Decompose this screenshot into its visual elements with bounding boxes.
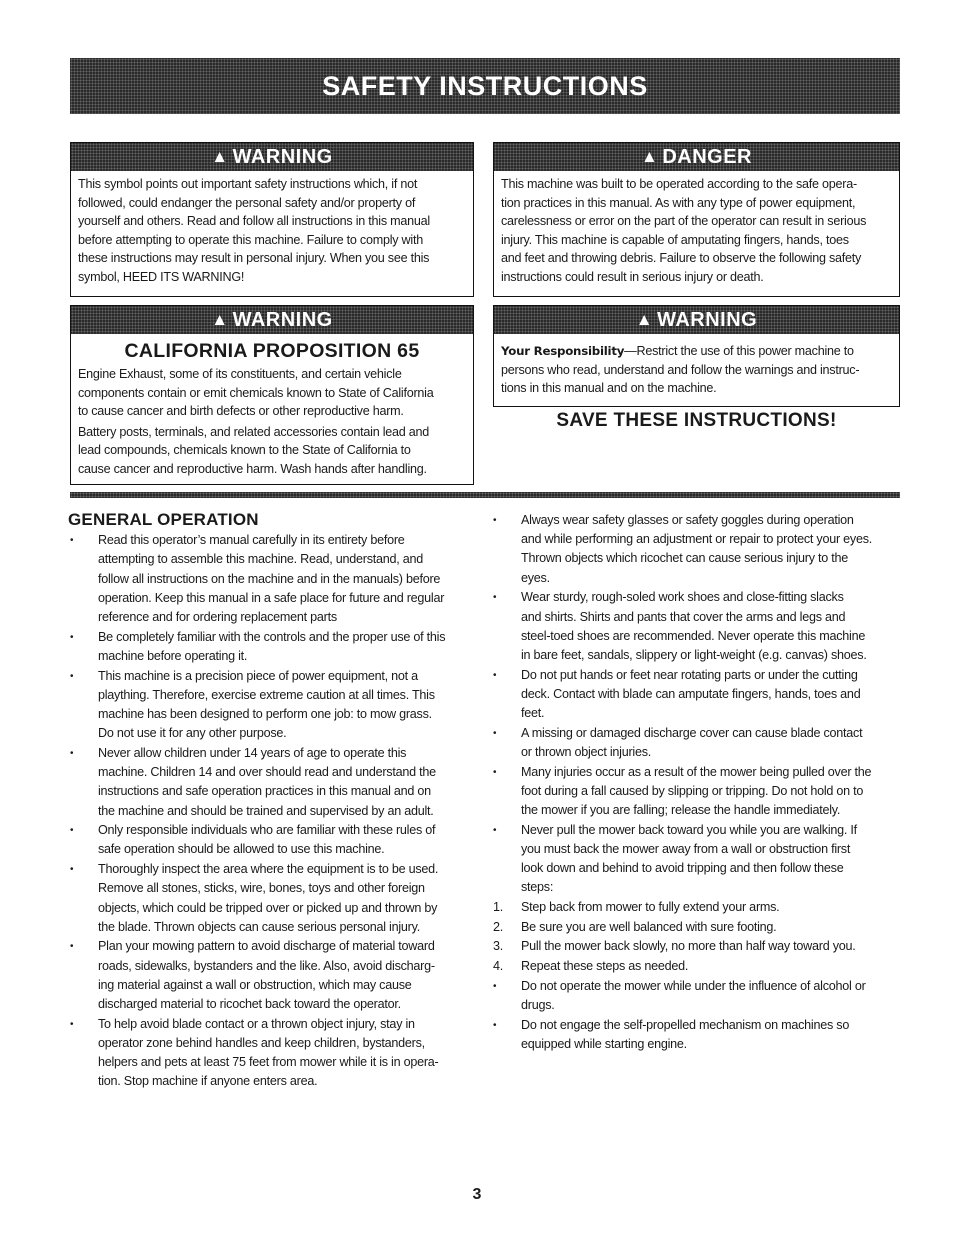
item-line: roads, sidewalks, bystanders and the like. Also, avoid discharg-	[98, 958, 435, 973]
item-line: and while performing an adjustment or repair to protect your eyes.	[521, 532, 873, 547]
item-line: feet.	[521, 706, 545, 721]
warning-header	[71, 143, 473, 171]
text-line: injury. This machine is capable of amputating fingers, hands, toes	[501, 232, 849, 247]
list-item	[493, 763, 903, 821]
warning-triangle-icon: ▲	[211, 310, 229, 329]
text-line: tion practices in this manual. As with any type of power equipment,	[501, 195, 856, 210]
responsibility-header	[494, 306, 899, 334]
list-item	[70, 1015, 470, 1092]
general-operation-right-column	[493, 511, 903, 1055]
bullet-marker: •	[493, 727, 497, 739]
item-line: Read this operator’s manual carefully in its entirety before	[98, 533, 405, 548]
list-item	[70, 821, 470, 859]
left-item-list	[70, 531, 470, 1091]
item-line: instructions and safe operation practices in this manual and on	[98, 784, 431, 799]
item-line: eyes.	[521, 570, 550, 585]
page-number: 3	[472, 1186, 482, 1203]
item-line: Thoroughly inspect the area where the equipment is to be used.	[98, 862, 439, 877]
item-line: or thrown object injuries.	[521, 744, 651, 759]
list-item	[493, 977, 903, 1015]
text-line: This symbol points out important safety instructions which, if not	[78, 177, 418, 191]
item-line: Never allow children under 14 years of age to operate this	[98, 745, 407, 760]
right-item-list	[493, 511, 903, 1054]
item-line: the machine and should be trained and supervised by an adult.	[98, 803, 434, 818]
item-line: tion. Stop machine if anyone enters area.	[98, 1074, 318, 1089]
warning-triangle-icon: ▲	[211, 147, 229, 166]
item-line: Repeat these steps as needed.	[521, 959, 689, 974]
item-line: attempting to assemble this machine. Read, understand, and	[98, 552, 424, 567]
item-line: Remove all stones, sticks, wire, bones, toys and other foreign	[98, 881, 425, 896]
step-number: 4.	[493, 959, 504, 974]
item-line: equipped while starting engine.	[521, 1036, 687, 1051]
bullet-marker: •	[493, 669, 497, 681]
item-line: Pull the mower back slowly, no more than half way toward you.	[521, 939, 856, 954]
responsibility-label: Your Responsibility	[501, 344, 625, 358]
danger-box	[493, 142, 900, 297]
list-item	[493, 724, 903, 762]
danger-body	[494, 171, 899, 287]
prop65-heading: WARNING	[232, 308, 333, 331]
item-line: discharged material to ricochet back toward the operator.	[98, 997, 401, 1012]
prop65-box	[70, 305, 474, 485]
list-item	[70, 531, 470, 627]
prop65-subtitle: CALIFORNIA PROPOSITION 65	[124, 340, 420, 362]
text-line: yourself and others. Read and follow all instructions in this manual	[78, 214, 430, 229]
list-item	[70, 937, 470, 1014]
bullet-marker: •	[70, 825, 74, 837]
text-line: lead compounds, chemicals known to the State of California to	[78, 443, 411, 458]
item-line: Wear sturdy, rough-soled work shoes and close-fitting slacks	[521, 590, 844, 605]
list-item	[493, 898, 903, 917]
list-item	[493, 821, 903, 898]
item-line: machine has been designed to perform one job: to mow grass.	[98, 707, 432, 722]
item-line: follow all instructions on the machine and in the manuals) before	[98, 571, 441, 586]
list-item	[493, 1016, 903, 1054]
item-line: you must back the mower away from a wall or obstruction first	[521, 841, 851, 856]
list-item	[70, 744, 470, 821]
danger-header	[494, 143, 899, 171]
item-line: machine. Children 14 and over should read and understand the	[98, 765, 436, 780]
item-line: machine before operating it.	[98, 648, 248, 663]
item-line: safe operation should be allowed to use this machine.	[98, 842, 385, 857]
item-line: Do not put hands or feet near rotating parts or under the cutting	[521, 667, 858, 682]
bullet-marker: •	[493, 980, 497, 992]
list-item	[493, 937, 903, 956]
item-line: the blade. Thrown objects can cause serious personal injury.	[98, 919, 420, 934]
item-line: helpers and pets at least 75 feet from mower while it is in opera-	[98, 1055, 439, 1070]
text-line: This machine was built to be operated according to the safe opera-	[501, 177, 857, 191]
item-line: Do not engage the self-propelled mechanism on machines so	[521, 1017, 850, 1032]
item-line: Be completely familiar with the controls and the proper use of this	[98, 629, 446, 644]
item-line: steps:	[521, 880, 554, 895]
item-line: A missing or damaged discharge cover can cause blade contact	[521, 725, 863, 740]
list-item	[493, 588, 903, 665]
item-line: operator zone behind handles and keep children, bystanders,	[98, 1035, 425, 1050]
item-line: the mower if you are falling; release the handle immediately.	[521, 803, 841, 818]
section-title: GENERAL OPERATION	[68, 510, 259, 529]
responsibility-box	[493, 305, 900, 431]
item-line: reference and for ordering replacement parts	[98, 610, 337, 625]
item-line: operation. Keep this manual in a safe place for future and regular	[98, 590, 445, 605]
list-item	[70, 667, 470, 744]
bullet-marker: •	[70, 631, 74, 643]
bullet-marker: •	[70, 864, 74, 876]
text-line: Engine Exhaust, some of its constituents, and certain vehicle	[78, 367, 402, 381]
item-line: Many injuries occur as a result of the mower being pulled over the	[521, 764, 872, 779]
save-instructions-title: SAVE THESE INSTRUCTIONS!	[556, 409, 837, 431]
text-line: and feet and throwing debris. Failure to observe the following safety	[501, 251, 862, 266]
text-line: to cause cancer and birth defects or other reproductive harm.	[78, 404, 404, 419]
item-line: foot during a fall caused by slipping or tripping. Do not hold on to	[521, 783, 864, 798]
bullet-marker: •	[70, 941, 74, 953]
step-number: 1.	[493, 900, 504, 915]
item-line: Never pull the mower back toward you while you are walking. If	[521, 822, 857, 837]
danger-heading: DANGER	[662, 145, 752, 168]
responsibility-text: —Restrict the use of this power machine to	[624, 344, 854, 358]
item-line: and shirts. Shirts and pants that cover the arms and legs and	[521, 609, 846, 624]
item-line: steel-toed shoes are recommended. Never operate this machine	[521, 628, 866, 643]
item-line: Plan your mowing pattern to avoid discharge of material toward	[98, 939, 435, 954]
prop65-body	[71, 365, 473, 479]
text-line: Battery posts, terminals, and related accessories contain lead and	[78, 424, 430, 439]
responsibility-body	[494, 334, 899, 398]
step-number: 3.	[493, 939, 504, 954]
bullet-marker: •	[70, 1018, 74, 1030]
item-line: look down and behind to avoid tripping and then follow these	[521, 861, 844, 876]
text-line: these instructions may result in personal injury. When you see this	[78, 251, 430, 266]
bullet-marker: •	[493, 1019, 497, 1031]
bullet-marker: •	[70, 747, 74, 759]
list-item	[493, 511, 903, 588]
list-item	[70, 860, 470, 937]
item-line: objects, which could be tripped over or picked up and thrown by	[98, 900, 438, 915]
item-line: deck. Contact with blade can amputate fingers, hands, toes and	[521, 686, 861, 701]
item-line: Do not operate the mower while under the influence of alcohol or	[521, 978, 866, 993]
item-line: This machine is a precision piece of power equipment, not a	[98, 668, 418, 683]
text-line: before attempting to operate this machine. Failure to comply with	[78, 232, 423, 247]
text-line: carelessness or error on the part of the operator can result in serious	[501, 214, 867, 229]
responsibility-heading: WARNING	[657, 308, 758, 331]
item-line: To help avoid blade contact or a thrown object injury, stay in	[98, 1016, 415, 1031]
bullet-marker: •	[493, 766, 497, 778]
item-line: ing material against a wall or obstruction, which may cause	[98, 977, 412, 992]
text-line: symbol, HEED ITS WARNING!	[78, 269, 245, 284]
text-line: followed, could endanger the personal safety and/or property of	[78, 195, 416, 210]
prop65-header	[71, 306, 473, 334]
warning-box	[70, 142, 474, 297]
step-number: 2.	[493, 919, 504, 934]
general-operation-left-column	[70, 510, 470, 1092]
item-line: Be sure you are well balanced with sure footing.	[521, 919, 777, 934]
danger-triangle-icon: ▲	[641, 147, 659, 166]
list-item	[70, 628, 470, 666]
item-line: Do not use it for any other purpose.	[98, 726, 287, 741]
text-line: cause cancer and reproductive harm. Wash hands after handling.	[78, 461, 427, 476]
main-banner	[70, 58, 900, 114]
text-line: tions in this manual and on the machine.	[501, 381, 717, 396]
item-line: drugs.	[521, 998, 555, 1013]
bullet-marker: •	[70, 535, 74, 547]
list-item	[493, 666, 903, 724]
text-line: instructions could result in serious injury or death.	[501, 269, 764, 284]
text-line: persons who read, understand and follow the warnings and instruc-	[501, 362, 860, 377]
section-divider	[70, 492, 900, 498]
item-line: Step back from mower to fully extend your arms.	[521, 900, 780, 915]
item-line: in bare feet, sandals, slippery or light-weight (e.g. canvas) shoes.	[521, 647, 867, 662]
text-line	[501, 342, 892, 361]
bullet-marker: •	[493, 592, 497, 604]
item-line: Always wear safety glasses or safety goggles during operation	[521, 513, 854, 527]
bullet-marker: •	[70, 670, 74, 682]
page-title: SAFETY INSTRUCTIONS	[322, 70, 648, 101]
bullet-marker: •	[493, 515, 497, 526]
list-item	[493, 918, 903, 937]
warning-triangle-icon: ▲	[635, 310, 654, 329]
warning-heading: WARNING	[232, 145, 333, 168]
item-line: Only responsible individuals who are familiar with these rules of	[98, 823, 436, 838]
warning-body	[71, 171, 473, 287]
list-item	[493, 957, 903, 976]
text-line: components contain or emit chemicals known to State of California	[78, 385, 434, 400]
bullet-marker: •	[493, 824, 497, 836]
item-line: Thrown objects which ricochet can cause serious injury to the	[521, 551, 849, 566]
item-line: plaything. Therefore, exercise extreme caution at all times. This	[98, 687, 435, 702]
